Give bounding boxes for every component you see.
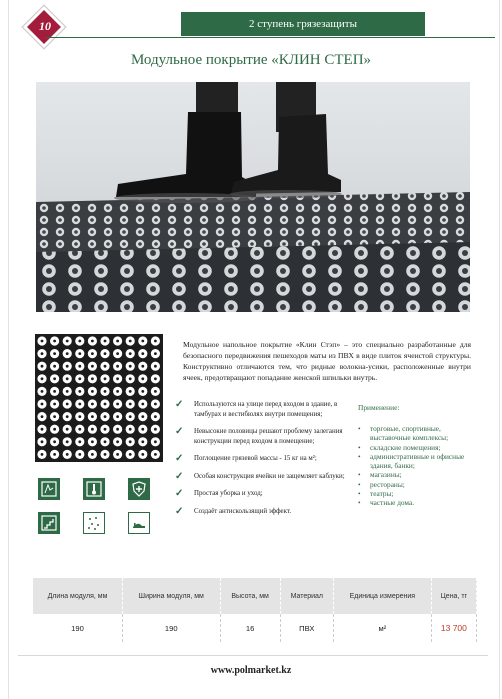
application-item: • театры; xyxy=(358,489,478,498)
feature-item xyxy=(175,400,350,419)
feature-item xyxy=(175,427,350,446)
shoe-cleaning-icon xyxy=(38,478,60,500)
dots-texture-icon xyxy=(83,512,105,534)
applications-heading: Применение: xyxy=(358,403,400,412)
shield-cross-icon xyxy=(128,478,150,500)
application-item: • магазины; xyxy=(358,470,478,479)
applications-list xyxy=(358,424,478,508)
thermometer-icon xyxy=(83,478,105,500)
table-header-row xyxy=(33,578,477,614)
feature-text: Используются на улице перед входом в здание, в тамбурах и вестибюлях внутри помещения; xyxy=(194,401,338,418)
product-description: Модульное напольное покрытие «Клин Стэп» – это специально разработанные для безопасного передвижения пешеходов маты из ПВХ в виде плиток ячеистой структуры. Конструктивно отличаются тем, что ридные волокна-усики, расположенные внутри ячеек, предотвращают попадание женской шпильки внутрь. xyxy=(183,339,471,382)
feature-item xyxy=(175,507,350,517)
page-number-badge xyxy=(23,11,67,45)
feature-text: Особая конструкция ячейки не защемляет каблуки; xyxy=(194,472,345,480)
specs-table xyxy=(33,578,477,642)
table-cell: м² xyxy=(333,614,431,642)
stairs-icon xyxy=(38,512,60,534)
application-item: • складские помещения; xyxy=(358,443,478,452)
feature-text: Невысокие половицы решают проблему залегания конструкции перед входом в помещение; xyxy=(194,428,343,445)
page-title: Модульное покрытие «КЛИН СТЕП» xyxy=(130,52,372,68)
high-heel-icon xyxy=(128,512,150,534)
table-row xyxy=(33,614,477,642)
application-item: • частные дома. xyxy=(358,498,478,507)
page-number: 10 xyxy=(39,19,51,33)
application-item: • торговые, спортивные, выставочные комплексы; xyxy=(358,424,478,443)
feature-item xyxy=(175,454,350,464)
check-icon: ✓ xyxy=(175,453,184,464)
feature-item xyxy=(175,472,350,482)
footer-url: www.polmarket.kz xyxy=(210,665,292,676)
check-icon: ✓ xyxy=(175,399,184,410)
product-photo xyxy=(36,82,470,312)
header-divider xyxy=(46,37,495,38)
table-cell: 190 xyxy=(33,614,123,642)
footer-divider xyxy=(18,655,488,656)
table-header-cell: Высота, мм xyxy=(220,578,280,614)
application-item: • административные и офисные здания, банки; xyxy=(358,452,478,471)
application-item: • рестораны; xyxy=(358,480,478,489)
table-header-cell: Длина модуля, мм xyxy=(33,578,123,614)
table-cell: 190 xyxy=(123,614,221,642)
table-header-cell: Единица измерения xyxy=(333,578,431,614)
check-icon: ✓ xyxy=(175,470,184,482)
feature-text: Простая уборка и уход; xyxy=(194,490,263,497)
applications-block xyxy=(358,403,478,508)
table-cell: ПВХ xyxy=(280,614,333,642)
section-header: 2 ступень грязезащиты xyxy=(181,12,425,36)
feature-text: Создаёт антискользящий эффект. xyxy=(194,507,292,515)
feature-text: Поглощение грязевой массы - 15 кг на м²; xyxy=(194,455,317,462)
check-icon: ✓ xyxy=(175,426,184,437)
tile-product-image xyxy=(33,332,165,464)
feature-list xyxy=(175,400,350,524)
check-icon: ✓ xyxy=(175,505,184,517)
table-header-cell: Материал xyxy=(280,578,333,614)
feature-item xyxy=(175,489,350,499)
check-icon: ✓ xyxy=(175,488,184,499)
table-cell: 13 700 xyxy=(431,614,476,642)
table-cell: 16 xyxy=(220,614,280,642)
table-header-cell: Цена, тг xyxy=(431,578,476,614)
table-header-cell: Ширина модуля, мм xyxy=(123,578,221,614)
